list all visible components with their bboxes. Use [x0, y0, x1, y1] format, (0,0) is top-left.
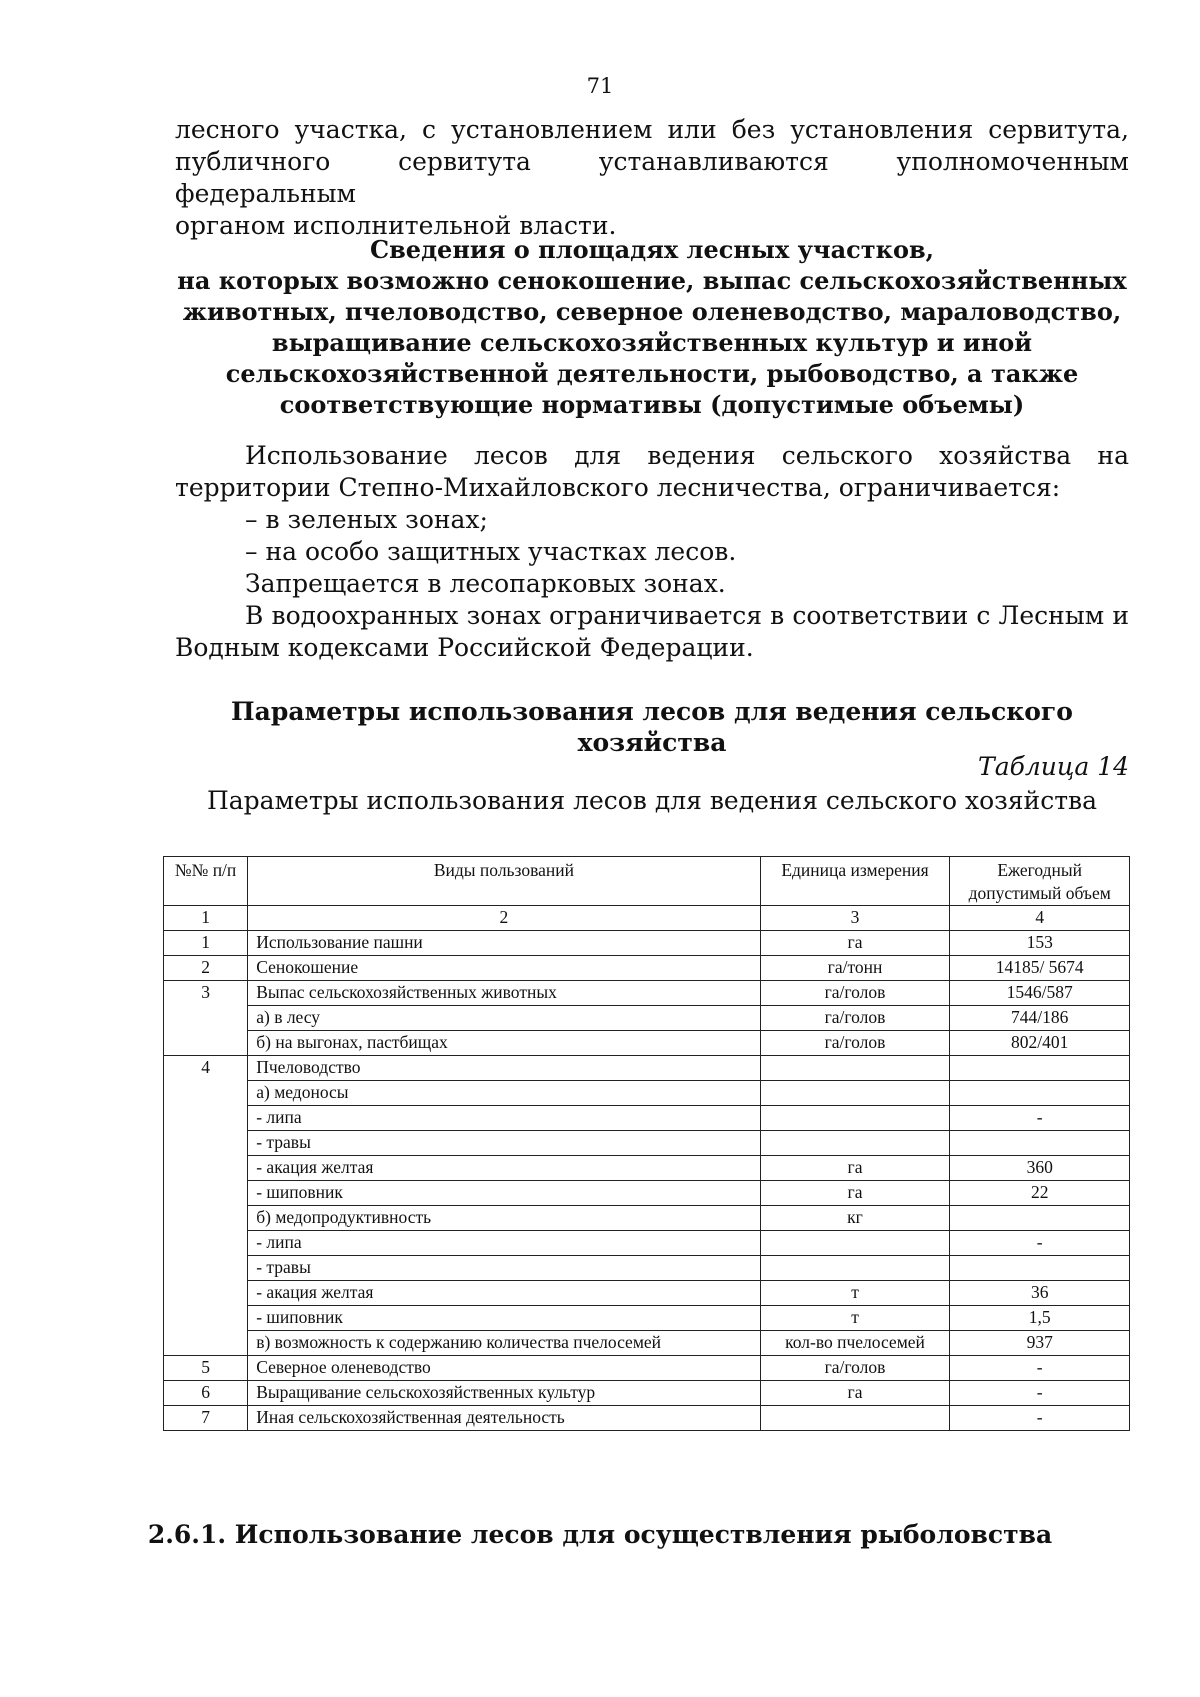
- row-name-cell: - акация желтая: [248, 1281, 760, 1306]
- row-unit-cell: т: [760, 1281, 950, 1306]
- table-row: [164, 1256, 1130, 1281]
- row-name-cell: Иная сельскохозяйственная деятельность: [248, 1406, 760, 1431]
- body-paragraph: Использование лесов для ведения сельского хозяйства на территории Степно-Михайловского лесничества, ограничивается:: [175, 441, 1129, 502]
- row-name-cell: Пчеловодство: [248, 1056, 760, 1081]
- header-name: Виды пользований: [248, 857, 760, 906]
- heading-line: животных, пчеловодство, северное оленеводство, мараловодство,: [182, 297, 1122, 326]
- intro-line: публичного сервитута устанавливаются уполномоченным федеральным: [175, 147, 1129, 208]
- row-unit-cell: га/тонн: [760, 956, 950, 981]
- row-number-cell: 1: [164, 931, 248, 956]
- table-row: [164, 1181, 1130, 1206]
- params-table: [163, 856, 1130, 1431]
- table-caption: Параметры использования лесов для ведения сельского хозяйства: [206, 786, 1098, 815]
- table-row: [164, 1206, 1130, 1231]
- col-number: 4: [950, 906, 1130, 931]
- body-paragraph: – на особо защитных участках лесов.: [245, 537, 737, 566]
- col-number: 2: [248, 906, 760, 931]
- row-volume-cell: [950, 1081, 1130, 1106]
- row-volume-cell: 937: [950, 1331, 1130, 1356]
- row-unit-cell: кол-во пчелосемей: [760, 1331, 950, 1356]
- row-unit-cell: [760, 1131, 950, 1156]
- body-paragraph: В водоохранных зонах ограничивается в соответствии с Лесным и Водным кодексами Российской Федерации.: [175, 601, 1129, 662]
- row-name-cell: - травы: [248, 1256, 760, 1281]
- row-unit-cell: [760, 1106, 950, 1131]
- table-row: [164, 1356, 1130, 1381]
- row-volume-cell: -: [950, 1356, 1130, 1381]
- row-name-cell: - липа: [248, 1231, 760, 1256]
- row-volume-cell: [950, 1131, 1130, 1156]
- table-row: [164, 1131, 1130, 1156]
- table-row: [164, 931, 1130, 956]
- table-row: [164, 1056, 1130, 1081]
- row-name-cell: а) медоносы: [248, 1081, 760, 1106]
- row-name-cell: в) возможность к содержанию количества пчелосемей: [248, 1331, 760, 1356]
- row-number-cell: 6: [164, 1381, 248, 1406]
- row-name-cell: а) в лесу: [248, 1006, 760, 1031]
- col-number: 1: [164, 906, 248, 931]
- row-volume-cell: [950, 1206, 1130, 1231]
- heading-line: сельскохозяйственной деятельности, рыбоводство, а также: [225, 359, 1079, 388]
- body-paragraph: – в зеленых зонах;: [245, 505, 488, 534]
- table-row: [164, 1231, 1130, 1256]
- heading-line: соответствующие нормативы (допустимые объемы): [279, 390, 1025, 419]
- row-name-cell: б) на выгонах, пастбищах: [248, 1031, 760, 1056]
- row-volume-cell: 1546/587: [950, 981, 1130, 1006]
- subsection-heading: 2.6.1. Использование лесов для осуществления рыболовства: [147, 1520, 1053, 1549]
- col-number: 3: [760, 906, 950, 931]
- row-volume-cell: -: [950, 1381, 1130, 1406]
- row-volume-cell: -: [950, 1406, 1130, 1431]
- row-unit-cell: т: [760, 1306, 950, 1331]
- intro-line: лесного участка, с установлением или без установления сервитута,: [175, 115, 1129, 144]
- header-unit: Единица измерения: [760, 857, 950, 906]
- params-heading: Параметры использования лесов для ведения сельского хозяйства: [231, 697, 1073, 757]
- row-name-cell: Выпас сельскохозяйственных животных: [248, 981, 760, 1006]
- row-name-cell: б) медопродуктивность: [248, 1206, 760, 1231]
- row-unit-cell: [760, 1081, 950, 1106]
- table-row: [164, 1306, 1130, 1331]
- column-number-row: [164, 906, 1130, 931]
- table-row: [164, 981, 1130, 1006]
- row-number-cell: 4: [164, 1056, 248, 1356]
- table-row: [164, 1031, 1130, 1056]
- table-row: [164, 1081, 1130, 1106]
- row-unit-cell: [760, 1256, 950, 1281]
- header-volume: Ежегодный допустимый объем: [950, 857, 1130, 906]
- body-paragraph: Запрещается в лесопарковых зонах.: [245, 569, 726, 598]
- row-name-cell: Северное оленеводство: [248, 1356, 760, 1381]
- row-volume-cell: 744/186: [950, 1006, 1130, 1031]
- row-volume-cell: 22: [950, 1181, 1130, 1206]
- row-unit-cell: [760, 1231, 950, 1256]
- row-volume-cell: 1,5: [950, 1306, 1130, 1331]
- row-unit-cell: га/голов: [760, 1031, 950, 1056]
- table-row: [164, 1331, 1130, 1356]
- row-number-cell: 5: [164, 1356, 248, 1381]
- table-row: [164, 1406, 1130, 1431]
- table-header-row: [164, 857, 1130, 906]
- row-volume-cell: 802/401: [950, 1031, 1130, 1056]
- page-number: 71: [586, 74, 614, 98]
- intro-paragraph: [175, 114, 1129, 242]
- row-unit-cell: кг: [760, 1206, 950, 1231]
- row-volume-cell: [950, 1056, 1130, 1081]
- row-unit-cell: [760, 1056, 950, 1081]
- table-row: [164, 1106, 1130, 1131]
- heading-line: Сведения о площадях лесных участков,: [370, 235, 934, 264]
- row-volume-cell: -: [950, 1231, 1130, 1256]
- table-body: [164, 931, 1130, 1431]
- row-name-cell: - травы: [248, 1131, 760, 1156]
- intro-line: органом исполнительной власти.: [175, 211, 617, 240]
- row-name-cell: - акация желтая: [248, 1156, 760, 1181]
- section-heading: [175, 234, 1129, 420]
- row-unit-cell: га: [760, 931, 950, 956]
- heading-line: выращивание сельскохозяйственных культур и иной: [271, 328, 1033, 357]
- row-name-cell: Сенокошение: [248, 956, 760, 981]
- table-row: [164, 1006, 1130, 1031]
- row-name-cell: Использование пашни: [248, 931, 760, 956]
- table-row: [164, 956, 1130, 981]
- row-volume-cell: 153: [950, 931, 1130, 956]
- row-unit-cell: га/голов: [760, 1356, 950, 1381]
- row-unit-cell: га/голов: [760, 981, 950, 1006]
- row-name-cell: - шиповник: [248, 1306, 760, 1331]
- row-name-cell: Выращивание сельскохозяйственных культур: [248, 1381, 760, 1406]
- table-number: Таблица 14: [978, 752, 1129, 781]
- table-row: [164, 1281, 1130, 1306]
- row-unit-cell: га: [760, 1156, 950, 1181]
- row-number-cell: 7: [164, 1406, 248, 1431]
- row-number-cell: 2: [164, 956, 248, 981]
- row-unit-cell: га: [760, 1381, 950, 1406]
- body-text: [175, 440, 1129, 664]
- row-volume-cell: 36: [950, 1281, 1130, 1306]
- row-number-cell: 3: [164, 981, 248, 1056]
- row-volume-cell: 14185/ 5674: [950, 956, 1130, 981]
- table-row: [164, 1381, 1130, 1406]
- table-row: [164, 1156, 1130, 1181]
- header-num: №№ п/п: [164, 857, 248, 906]
- row-volume-cell: -: [950, 1106, 1130, 1131]
- row-unit-cell: [760, 1406, 950, 1431]
- row-name-cell: - шиповник: [248, 1181, 760, 1206]
- row-unit-cell: га/голов: [760, 1006, 950, 1031]
- row-volume-cell: [950, 1256, 1130, 1281]
- heading-line: на которых возможно сенокошение, выпас сельскохозяйственных: [177, 266, 1127, 295]
- row-volume-cell: 360: [950, 1156, 1130, 1181]
- row-name-cell: - липа: [248, 1106, 760, 1131]
- row-unit-cell: га: [760, 1181, 950, 1206]
